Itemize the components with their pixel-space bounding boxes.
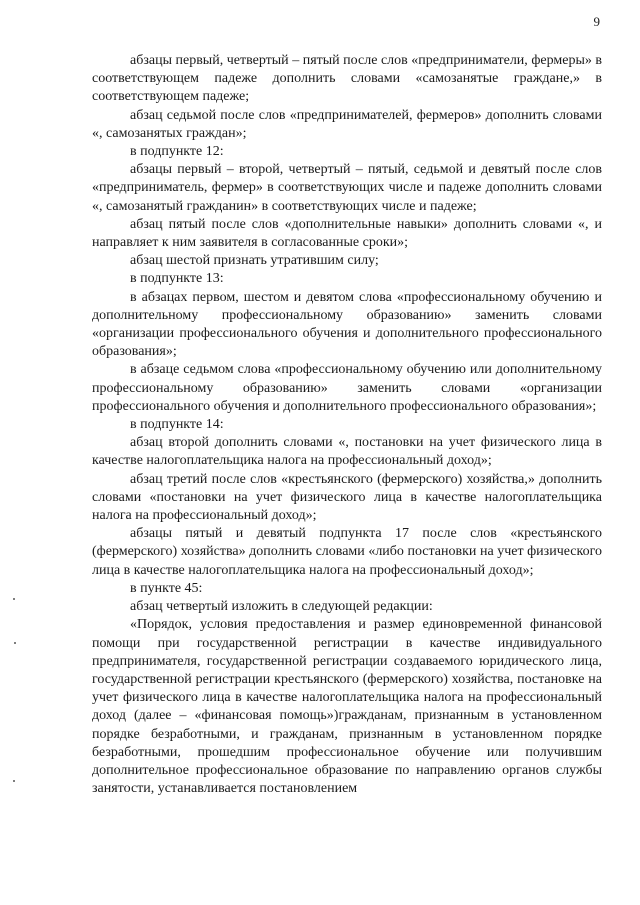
- scan-speck: [14, 642, 16, 644]
- paragraph: абзацы первый, четвертый – пятый после слов «предприниматели, фермеры» в соответствующем падеже дополнить словами «самозанятые граждане,» в соответствующем падеже;: [92, 53, 602, 105]
- paragraph: абзацы первый – второй, четвертый – пятый, седьмой и девятый после слов «предприниматель, фермер» в соответствующих числе и падеже дополнить словами «, самозанятый гражданин» в соответствующих числе и падеже;: [92, 162, 602, 214]
- paragraph: в абзаце седьмом слова «профессиональному обучению или дополнительному профессиональному образованию» заменить словами «организации профессионального обучения и дополнительного профессионального образования»;: [92, 362, 602, 414]
- paragraph: в подпункте 13:: [130, 271, 224, 287]
- scan-speck: [13, 598, 15, 600]
- paragraph: абзац пятый после слов «дополнительные навыки» дополнить словами «, и направляет к ним заявителя в согласованные сроки»;: [92, 216, 602, 251]
- paragraph: абзацы пятый и девятый подпункта 17 после слов «крестьянского (фермерского) хозяйства» дополнить словами «либо постановки на учет физического лица в качестве налогоплательщика налога на профессиональный доход»;: [92, 526, 602, 578]
- document-body: [92, 52, 602, 798]
- paragraph: в абзацах первом, шестом и девятом слова «профессиональному обучению и дополнительному профессиональному образованию» заменить словами «организации профессионального обучения и дополнительного профессионального образования»;: [92, 289, 602, 360]
- paragraph: в подпункте 12:: [130, 144, 224, 160]
- paragraph: абзац второй дополнить словами «, постановки на учет физического лица в качестве налогоплательщика налога на профессиональный доход»;: [92, 435, 602, 469]
- scan-speck: [13, 780, 15, 782]
- paragraph: «Порядок, условия предоставления и размер единовременной финансовой помощи при государственной регистрации в качестве индивидуального предпринимателя, государственной регистрации создаваемого юридического лица, государственной регистрации крестьянского (фермерского) хозяйства, постановке на учет физического лица в качестве налогоплательщика налога на профессиональный доход (далее – «финансовая помощь»)гражданам, признанным в установленном порядке безработными, и гражданам, признанным в установленном порядке безработными, прошедшим профессиональное обучение или получившим дополнительное профессиональное образование по направлению органов службы занятости, устанавливается постановлением: [92, 617, 602, 797]
- paragraph: абзац третий после слов «крестьянского (фермерского) хозяйства,» дополнить словами «постановки на учет физического лица в качестве налогоплательщика налога на профессиональный доход»;: [92, 471, 602, 524]
- paragraph: абзац седьмой после слов «предпринимателей, фермеров» дополнить словами «, самозанятых граждан»;: [92, 107, 602, 141]
- paragraph: абзац четвертый изложить в следующей редакции:: [130, 599, 433, 615]
- paragraph: абзац шестой признать утратившим силу;: [130, 253, 379, 269]
- page-number: 9: [593, 14, 600, 29]
- paragraph: в подпункте 14:: [130, 417, 224, 433]
- paragraph: в пункте 45:: [130, 580, 203, 596]
